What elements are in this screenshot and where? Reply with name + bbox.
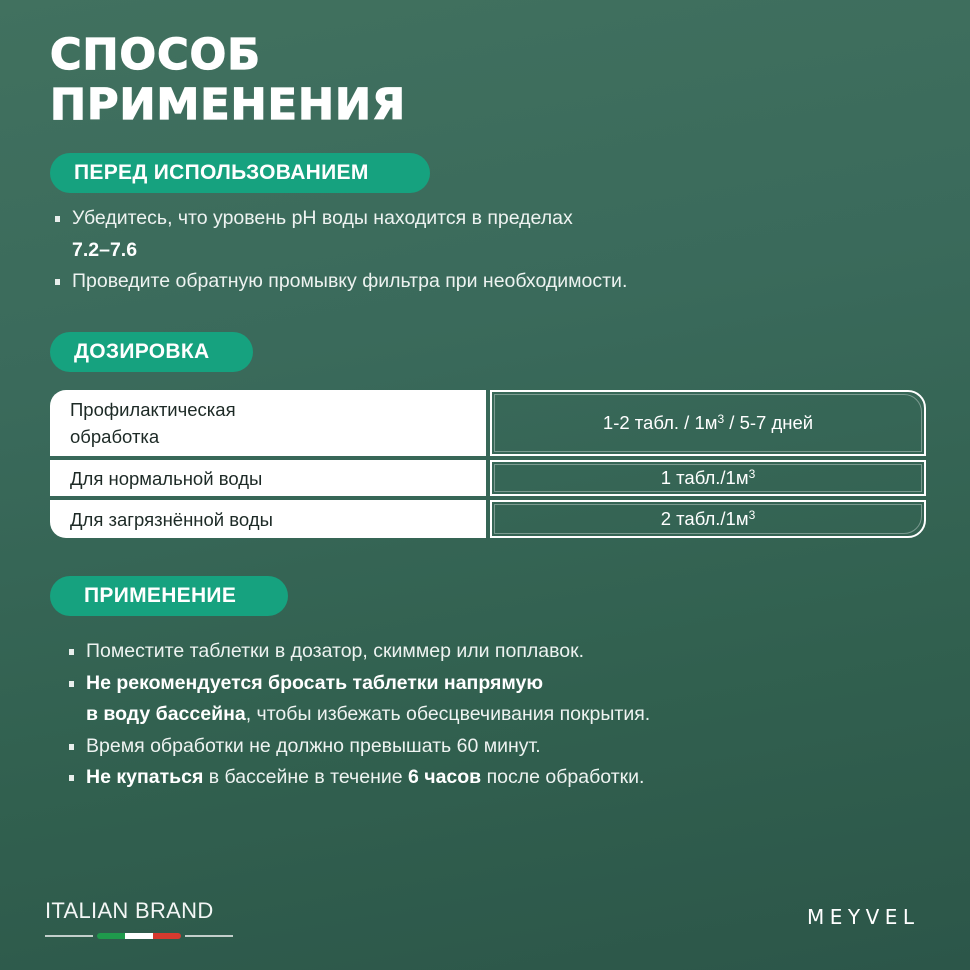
title-line-2: ПРИМЕНЕНИЯ <box>50 80 407 130</box>
italian-brand-badge <box>45 898 233 939</box>
section-label-application: ПРИМЕНЕНИЕ <box>50 576 288 616</box>
before-use-list <box>52 203 732 298</box>
table-row <box>50 500 926 538</box>
application-list <box>66 636 706 794</box>
list-item: Убедитесь, что уровень pH воды находится в пределах 7.2–7.6 <box>52 203 732 266</box>
dosage-case: Для нормальной воды <box>50 460 486 496</box>
ph-range: 7.2–7.6 <box>72 238 138 261</box>
section-label-dosage: ДОЗИРОВКА <box>50 332 253 372</box>
dosage-value: 1-2 табл. / $1м^3 / 5-7$ дней <box>490 390 926 456</box>
list-item: Не рекомендуется бросать таблетки напрямую в воду бассейна, чтобы избежать обесцвечивания покрытия. <box>66 668 706 731</box>
table-row <box>50 460 926 496</box>
table-row <box>50 390 926 456</box>
italian-flag-icon <box>45 933 233 939</box>
dosage-value: 1 $табл./1м^3$ <box>490 460 926 496</box>
brand-logo: MEYVEL <box>807 905 920 929</box>
dosage-table <box>50 390 926 542</box>
list-item: Не купаться в бассейне в течение 6 часов после обработки. <box>66 762 706 794</box>
title-line-1: СПОСОБ <box>50 30 261 80</box>
list-item: Поместите таблетки в дозатор, скиммер или поплавок. <box>66 636 706 668</box>
page-title <box>50 30 406 130</box>
dosage-case: Профилактическая обработка <box>50 390 486 456</box>
list-item: Проведите обратную промывку фильтра при необходимости. <box>52 266 732 298</box>
section-label-before-use: ПЕРЕД ИСПОЛЬЗОВАНИЕМ <box>50 153 430 193</box>
dosage-value: 2 $табл./1м^3$ <box>490 500 926 538</box>
dosage-case: Для загрязнённой воды <box>50 500 486 538</box>
brand-tag: ITALIAN BRAND <box>45 898 214 923</box>
list-item: Время обработки не должно превышать 60 минут. <box>66 731 706 763</box>
